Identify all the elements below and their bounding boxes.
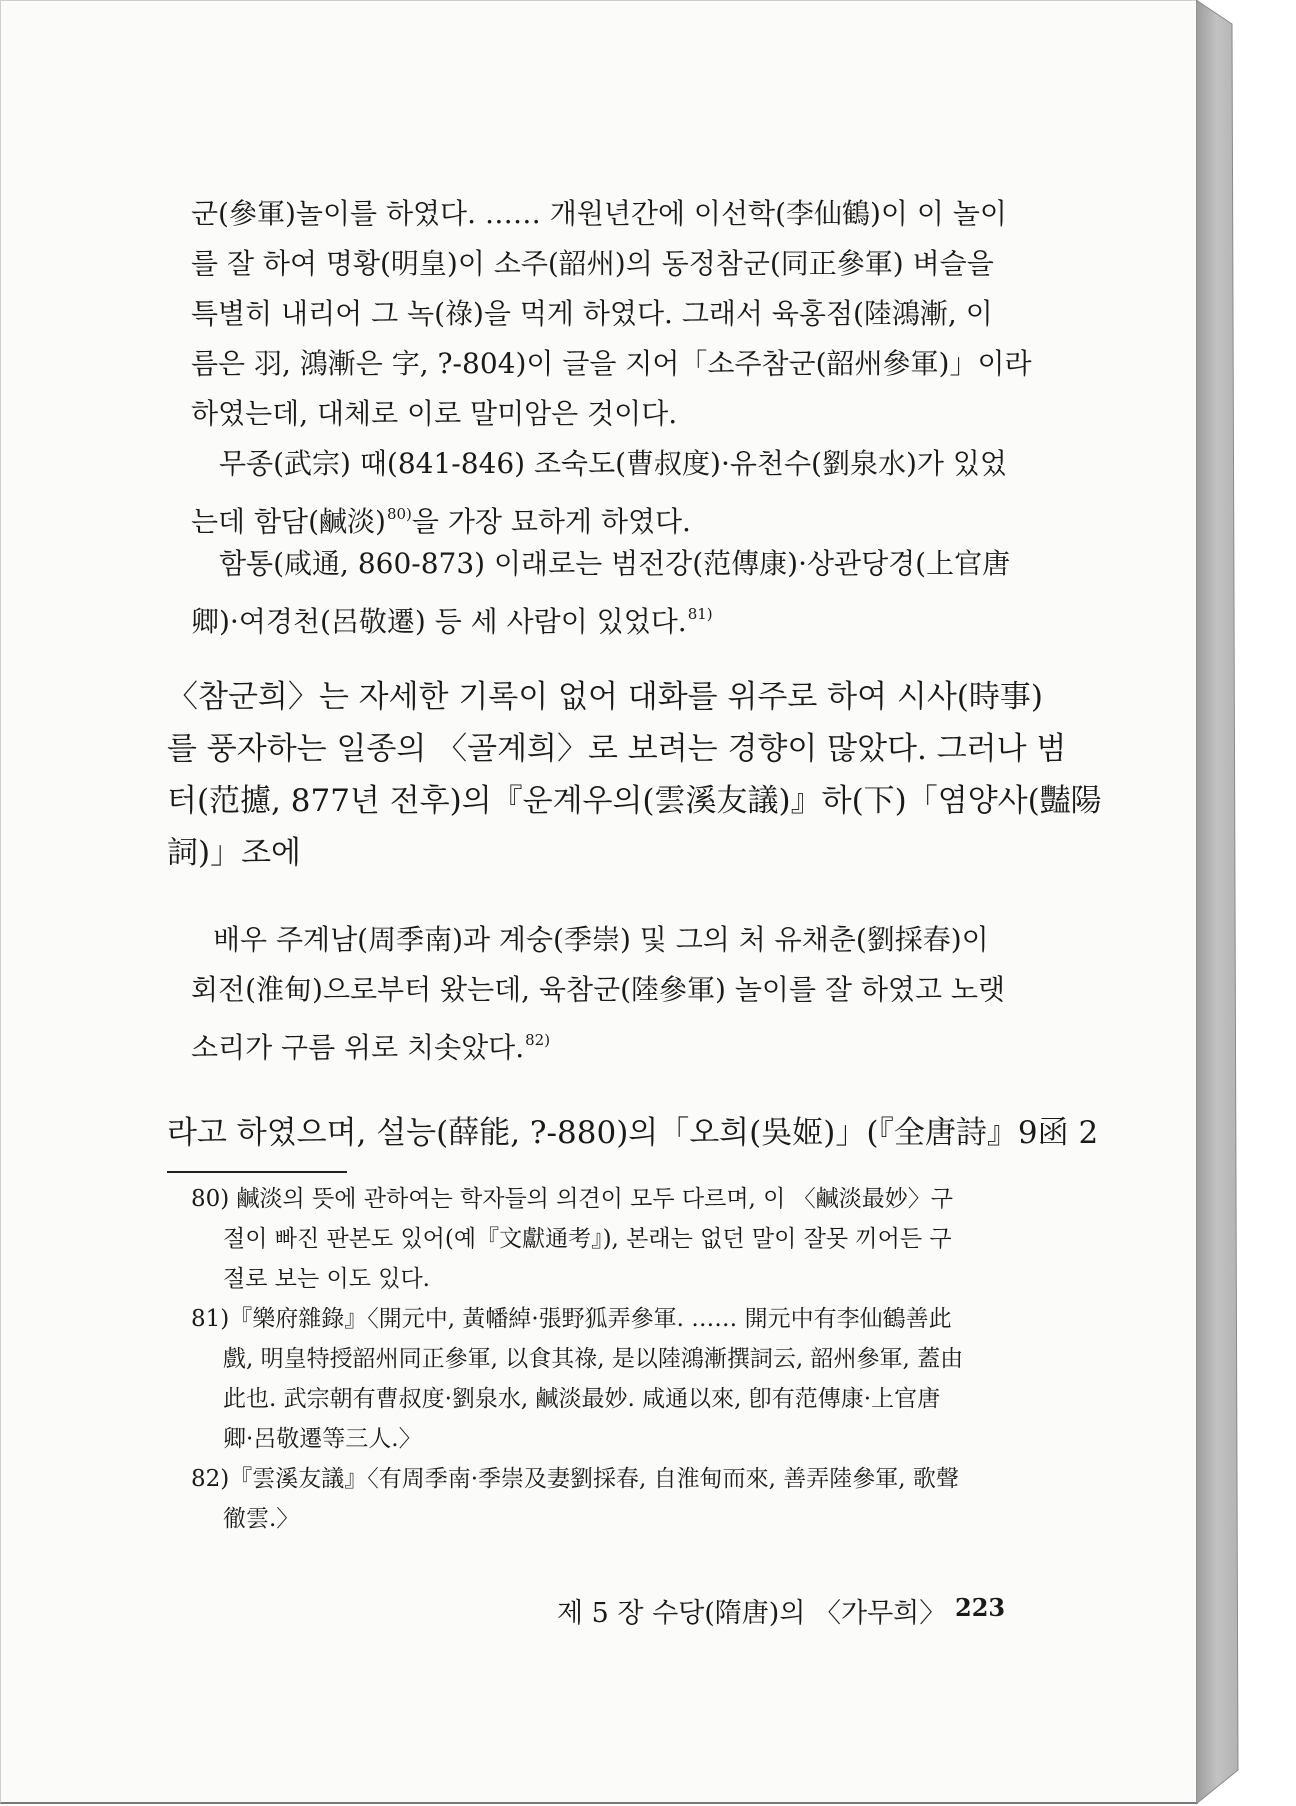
text-line: 함통(咸通, 860-873) 이래로는 범전강(范傳康)·상관당경(上官唐 (219, 547, 1011, 580)
footnote-line: 戲, 明皇特授韶州同正參軍, 以食其祿, 是以陸鴻漸撰詞云, 韶州參軍, 蓋由 (223, 1346, 964, 1372)
text-fragment: 을 가장 묘하게 하였다. (411, 505, 691, 538)
text-fragment: 卿)·여경천(呂敬遷) 등 세 사람이 있었다. (191, 605, 687, 638)
footnote-separator (167, 1171, 347, 1173)
footnote-line: 81)『樂府雜錄』〈開元中, 黃幡綽·張野狐弄參軍. …… 開元中有李仙鶴善此 (191, 1306, 952, 1332)
page-number: 223 (955, 1593, 1006, 1622)
running-footer: 제 5 장 수당(隋唐)의 〈가무희〉 (557, 1598, 947, 1629)
text-line: 를 풍자하는 일종의 〈골계희〉로 보려는 경향이 많았다. 그러나 범 (167, 731, 1067, 767)
footnote-ref: 81) (687, 605, 713, 623)
footnote-ref: 82) (525, 1031, 551, 1049)
text-line: 름은 羽, 鴻漸은 字, ?-804)이 글을 지어「소주참군(韶州參軍)」이라 (191, 347, 1032, 380)
text-line: 〈참군희〉는 자세한 기록이 없어 대화를 위주로 하여 시사(時事) (167, 679, 1043, 715)
text-line: 특별히 내리어 그 녹(祿)을 먹게 하였다. 그래서 육홍점(陸鴻漸, 이 (191, 297, 993, 330)
footnote-line: 卿·呂敬遷等三人.〉 (223, 1426, 422, 1452)
book-edge-shadow (1196, 0, 1252, 1806)
footnote-line: 此也. 武宗朝有曹叔度·劉泉水, 鹹淡最妙. 咸通以來, 卽有范傳康·上官唐 (223, 1386, 941, 1412)
text-fragment: 소리가 구름 위로 치솟았다. (191, 1031, 525, 1064)
text-line: 를 잘 하여 명황(明皇)이 소주(韶州)의 동정참군(同正參軍) 벼슬을 (191, 247, 994, 280)
footnote-line: 80) 鹹淡의 뜻에 관하여는 학자들의 의견이 모두 다르며, 이 〈鹹淡最妙〉구 (191, 1186, 953, 1212)
text-line (191, 594, 713, 642)
text-line: 터(范攄, 877년 전후)의『운계우의(雲溪友議)』하(下)「염양사(豔陽 (167, 783, 1102, 819)
text-line: 무종(武宗) 때(841-846) 조숙도(曹叔度)·유천수(劉泉水)가 있었 (219, 447, 1007, 480)
footnote-line: 절이 빠진 판본도 있어(예『文獻通考』), 본래는 없던 말이 잘못 끼어든 구 (223, 1226, 952, 1252)
quote-line (191, 1020, 550, 1068)
text-line: 詞)」조에 (167, 835, 301, 871)
text-line: 라고 하였으며, 설능(薛能, ?-880)의「오희(吳姬)」(『全唐詩』9函 2 (167, 1115, 1099, 1151)
text-line (191, 494, 691, 542)
text-fragment: 는데 함담(鹹淡) (191, 505, 386, 538)
quote-line: 회전(淮甸)으로부터 왔는데, 육참군(陸參軍) 놀이를 잘 하였고 노랫 (191, 973, 1006, 1006)
footnote-line: 절로 보는 이도 있다. (223, 1266, 430, 1292)
text-line: 군(參軍)놀이를 하였다. …… 개원년간에 이선학(李仙鶴)이 이 놀이 (191, 197, 1007, 230)
footnote-line: 徹雲.〉 (223, 1506, 300, 1532)
text-line: 하였는데, 대체로 이로 말미암은 것이다. (191, 397, 678, 430)
footnote-ref: 80) (386, 505, 412, 523)
footnote-line: 82)『雲溪友議』〈有周季南·季崇及妻劉採春, 自淮甸而來, 善弄陸參軍, 歌聲 (191, 1466, 959, 1492)
quote-line: 배우 주계남(周季南)과 계숭(季崇) 및 그의 처 유채춘(劉採春)이 (213, 923, 989, 956)
